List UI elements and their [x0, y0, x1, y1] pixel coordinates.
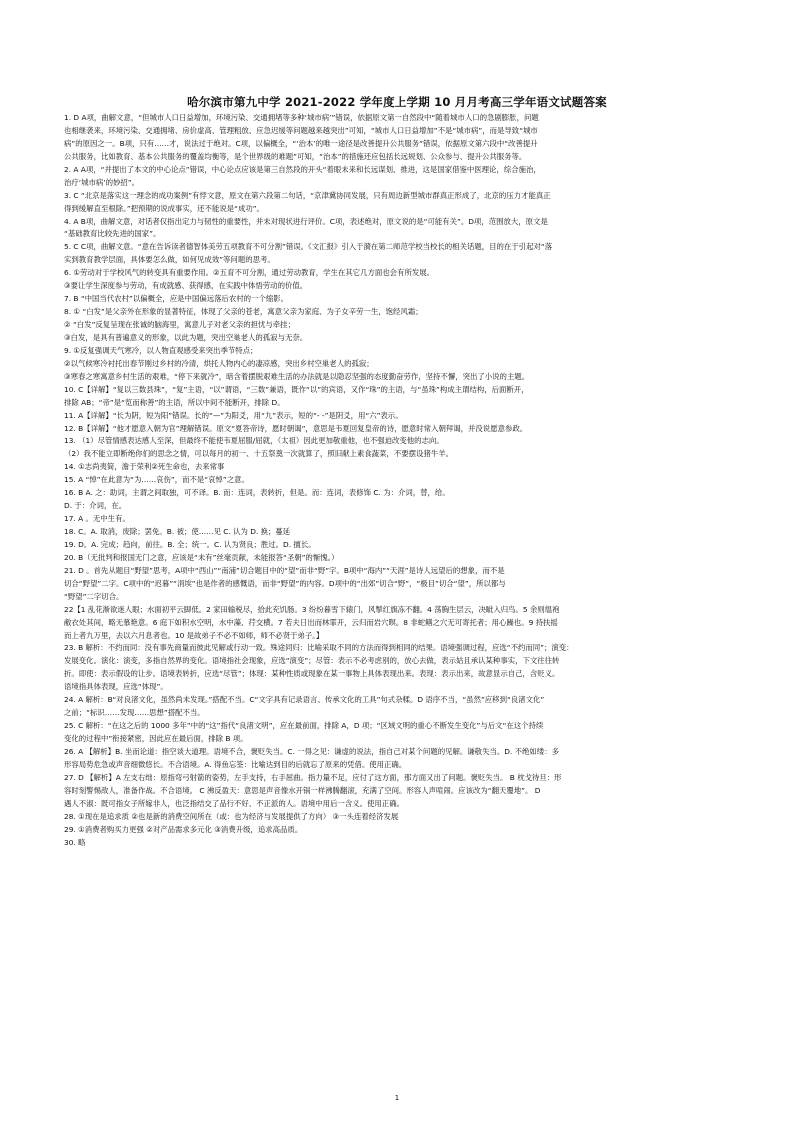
- text-line: ②以气候寒冷衬托出春节刚过乡村的冷清，烘托人物内心的凄凉感，突出乡村空巢老人的孤寂；: [64, 358, 374, 368]
- text-line: 而上者九万里，去以六月息者也。10 是故弟子不必不如师，师不必贤于弟子。】: [64, 630, 324, 640]
- text-line: 折。即使：表示假设的让步。语境表转折，应选“尽管”；体现：某种性质或现象在某一事物上具体表现出来。表现：表示出来，故意显示自己，含贬义。: [64, 669, 560, 679]
- text-line: 病”的原因之一。B项，只有……才，说法过于绝对。C项，以偏概全，“‘治本’的唯一途径是改善提升公共服务”错误，依据原文第六段中“改善提升: [64, 138, 538, 148]
- document-title: 哈尔滨市第九中学 2021-2022 学年度上学期 10 月月考高三学年语文试题答案: [187, 95, 607, 109]
- text-line: 4. A B项，曲解文意，对话者仅指出定力与韧性的重要性，并未对现状进行评价。C项，表述绝对，原文说的是“可能有关”。D项，范围放大，原文是: [64, 216, 548, 226]
- page-number: 1: [394, 1094, 400, 1102]
- text-line: 19. D。A. 完成；趋向，前往。B. 全；统一。C. 认为贤良；胜过。D. 擅长。: [64, 539, 316, 549]
- text-line: 形容局势危急或声音细微悠长。不合语境。A. 得鱼忘筌：比喻达到目的后就忘了原来的凭借。使用正确。: [64, 759, 407, 769]
- text-line: 容时刻警惕敌人，准备作战。不合语境。 C 沸反盈天：意思是声音像水开锅一样沸腾翻滚，充满了空间。形容人声喧闹。应该改为“翻天覆地”。 D: [64, 785, 541, 795]
- text-line: 18. C。A. 取消，废除；罢免。B. 被；使……见 C. 认为 D. 换；蔓延: [64, 527, 291, 536]
- text-line: 遇人不淑：既可指女子所嫁非人，也泛指结交了品行不好、不正派的人。语境中用后一含义。使用正确。: [64, 798, 404, 808]
- text-line: 治疗‘城市病’的妙招”。: [64, 177, 140, 187]
- text-line: 23. B 解析：不约而同：没有事先商量而彼此见解或行动一致。殊途同归：比喻采取不同的方法而得到相同的结果。语境强调过程，应选“不约而同”；演变：: [64, 643, 574, 653]
- text-line: 27. D 【解析】A 左支右绌：原指弯弓射箭的姿势，左手支持，右手屈曲。指力量不足，应付了这方面，那方面又出了问题。褒贬失当。 B 枕戈待旦：形: [64, 772, 562, 782]
- text-line: “野望”二字切合。: [64, 591, 124, 601]
- text-line: 17. A 。无中生有。: [64, 514, 130, 524]
- text-line: 20. B（无批判和报国无门之意，应该是“未有”丝毫贡献，未能报答“圣朝”的惭愧。）: [64, 552, 339, 562]
- text-line: 9. ①反复强调天气寒冷，以人物直观感受来突出季节特点；: [64, 345, 258, 355]
- text-line: 13. （1）尽管情感表达感人至深，但最终不能使韦夏屈服/屈就，（太祖）因此更加敬重他，也不强迫改变他的志向。: [64, 436, 444, 446]
- text-line: 排除 AB；“帝”是“览而称善”的主语，所以中间不能断开，排除 D。: [64, 397, 285, 407]
- text-line: 得到缓解直至根除。”把预期的说成事实，还不能说是“成功”。: [64, 203, 264, 213]
- text-line: 10. C【详解】“复以三数县珠”，“复”主语，“以”谓语，“三数”兼语，既作“以”的宾语，又作“珠”的主语，与“虽珠”构成主谓结构，后面断开，: [64, 384, 529, 394]
- text-line: 6. ①劳动对于学校风气的转变具有重要作用。②五育不可分割，通过劳动教育，学生在其它几方面也会有所发展。: [64, 268, 435, 278]
- text-line: 14. ①志尚夷简，澹于荣利②死生命也，去来常事: [64, 462, 225, 472]
- text-line: 22【1 乱花渐欲迷人眼；水面初平云脚低。2 家田输税尽，拾此充饥肠。3 纷纷暮雪下辕门，风掣红旗冻不翻。4 荡胸生层云，决眦入归鸟。5 余则缊袍: [64, 604, 560, 614]
- text-line: 公共服务，比如教育、基本公共服务的覆盖均衡等，是个世界级的难题”可知，“治本”的措施还应包括长远规划、公众参与、提升公共服务等。: [64, 151, 527, 161]
- text-line: 24. A 解析：B“对良渚文化，虽然尚未发现。”搭配不当。C“文字具有记录语言、传承文化的工具”句式杂糅。D 语序不当，“虽然”应移到“良渚文化”: [64, 695, 545, 705]
- answer-body: [64, 112, 730, 849]
- text-line: ③白发，是具有普遍意义的形象，以此为题，突出空巢老人的孤寂与无奈。: [64, 332, 308, 342]
- text-line: 1. D A项，曲解文意，“但城市人口日益增加，环境污染、交通拥堵等多种‘城市病’”错误，依据原文第一自然段中“随着城市人口的急剧膨胀，问题: [64, 113, 539, 122]
- text-line: （2）我不能立即断绝你们的思念之情，可以每月的初一、十五祭奠一次就算了，照旧献上素食蔬菜，不要摆设猪牛羊。: [64, 449, 454, 459]
- text-line: 26. A 【解析】B. 坐而论道：指空谈大道理。语境不合，褒贬失当。C. 一得之见：谦虚的说法，指自己对某个问题的见解。谦敬失当。D. 不绝如缕：多: [64, 746, 559, 756]
- text-line: 16. B A. 之：助词，主谓之间取独，可不译。B. 而：连词，表转折，但是。而：连词，表修饰 C. 为：介词，替，给。: [64, 488, 450, 498]
- text-line: 之前；“标识……发现……思想”搭配不当。: [64, 708, 205, 718]
- text-line: 30. 略: [64, 837, 86, 847]
- text-line: 发展变化。演化：演变，多指自然界的变化。语境指社会现象，应选“演变”；尽管：表示不必考虑别的，放心去做，表示姑且承认某种事实，下文往往转: [64, 656, 560, 666]
- text-line: 变化的过程中”衔接紧密，因此应在最后面，排除 B 项。: [64, 734, 248, 743]
- text-line: ③寒春之寒寓意乡村生活的艰难，“停下来就冷”，暗含着摆脱艰难生活的办法就是以隐忍坚强的态度勤奋劳作，坚持不懈，突出了小说的主题。: [64, 371, 530, 381]
- text-line: ② “白发”反复呈现在张诚的脑海里，寓意儿子对老父亲的担忧与牵挂；: [64, 320, 295, 329]
- text-line: “基础教育比较先进的国家”。: [64, 229, 161, 239]
- text-line: 实到教育教学层面，具体要怎么做，如何见成效”等问题的思考。: [64, 255, 275, 265]
- text-line: 21. D 。首先从题目“野望”思考，A项中“西山”“南浦”切合题目中的“望”而非“野”字。B项中“海内”“天涯”是诗人远望后的想象，而不是: [64, 565, 505, 575]
- text-line: 8. ① “白发”是父亲外在形象的显著特征，体现了父亲的苍老，寓意父亲为家庭、为子女辛劳一生，饱经风霜；: [64, 307, 423, 317]
- text-line: 28. ①现在是追求质 ②也是新的消费空间所在（或：也为经济与发展提供了方向） ③一头连着经济发展: [64, 811, 399, 821]
- text-line: 5. C C项，曲解文意。“意在告诉读者德智体美劳五项教育不可分割”错误。《文汇报》引入于漪在第二师范学校当校长的相关话题，目的在于引起对“落: [64, 242, 553, 252]
- text-line: 也相继袭来，环境污染、交通拥堵、房价虚高、管理粗放、应急迟缓等问题越来越突出”可知，“城市人口日益增加”不是“城市病”，而是导致“城市: [64, 125, 538, 135]
- text-line: ③要让学生深度参与劳动，有成就感、获得感，在实践中体悟劳动的价值。: [64, 281, 308, 291]
- text-line: 2. A A项，“并提出了本文的中心论点”错误，中心论点应该是第三自然段的开头“着眼未来和长远谋划、推进，这是国家借鉴中医理论，综合施治，: [64, 164, 541, 174]
- text-line: 语境指具体表现，应选“体现”。: [64, 682, 168, 692]
- text-line: D. 于：介词，在。: [64, 501, 127, 511]
- text-line: 切合“野望”二字。C项中的“迟暮”“涓埃”也是作者的感慨语，而非“野望”的内容。D项中的“出郊”切合“野”，“极目”切合“望”，所以都与: [64, 578, 506, 588]
- text-line: 敝衣处其间，略无慕艳意。6 庭下如积水空明，水中藻、荇交横。7 若夫日出而林霏开，云归而岩穴暝。8 非蛇鳝之穴无可寄托者；用心躁也。9 持扶摇: [64, 617, 558, 627]
- text-line: 7. B “中国当代农村”以偏概全，应是中国偏远落后农村的一个缩影。: [64, 294, 289, 304]
- text-line: 15. A “悼”在此意为“为……哀伤”，而不是“哀悼”之意。: [64, 475, 249, 485]
- text-line: 29. ①消费者购买力更强 ②对产品需求多元化 ③消费升级，追求高品质。: [64, 824, 303, 834]
- text-line: 25. C 解析：“在这之后的 1000 多年”中的“这”指代“良渚文明”，应在最前面，排除 A，D 项；“区域文明的重心不断发生变化”与后文“在这个持续: [64, 721, 544, 731]
- text-line: 12. B【详解】“他才愿意入朝为官”理解错误。原文“夏答帝诗，愿时朝谒”，意思是韦夏回复皇帝的诗，愿意时常入朝拜谒，并没说愿意参政。: [64, 423, 528, 433]
- text-line: 11. A【详解】“长为阴，短为阳”错误。长的“—”为阳爻，用“九”表示，短的“- -”是阴爻，用“六”表示。: [64, 410, 403, 420]
- text-line: 3. C “北京是落实这一理念的成功案例”有悖文意，原文在第六段第二句话，“京津冀协同发展，只有周边新型城市群真正形成了，北京的压力才能真正: [64, 190, 551, 200]
